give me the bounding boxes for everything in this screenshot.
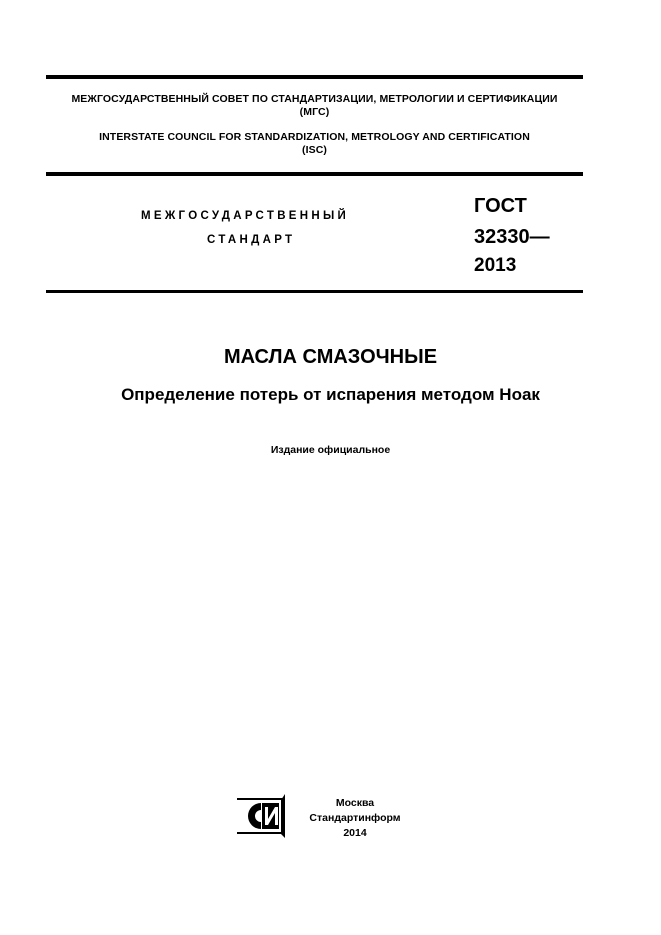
header-rule <box>46 172 583 176</box>
gost-prefix: ГОСТ <box>474 195 527 217</box>
top-rule <box>46 75 583 79</box>
standartinform-logo-icon <box>235 794 285 838</box>
publisher-year: 2014 <box>343 827 367 839</box>
council-name-en: INTERSTATE COUNCIL FOR STANDARDIZATION, METROLOGY AND CERTIFICATION <box>99 131 530 143</box>
edition-label: Издание официальное <box>270 444 391 456</box>
gost-number: 32330— <box>474 226 550 248</box>
publisher-name: Стандартинформ <box>309 812 401 824</box>
document-subtitle: Определение потерь от испарения методом Ноак <box>121 385 540 404</box>
designation-rule <box>46 290 583 293</box>
gost-year: 2013 <box>474 255 517 276</box>
publisher-city: Москва <box>335 797 375 809</box>
council-name-ru: МЕЖГОСУДАРСТВЕННЫЙ СОВЕТ ПО СТАНДАРТИЗАЦИИ, МЕТРОЛОГИИ И СЕРТИФИКАЦИИ <box>71 93 558 105</box>
standard-type-line2: СТАНДАРТ <box>207 234 296 246</box>
document-title: МАСЛА СМАЗОЧНЫЕ <box>223 346 438 368</box>
council-abbr-en: (ISC) <box>302 144 327 156</box>
standard-type-line1: МЕЖГОСУДАРСТВЕННЫЙ <box>141 210 350 222</box>
council-abbr-ru: (МГС) <box>299 106 330 118</box>
